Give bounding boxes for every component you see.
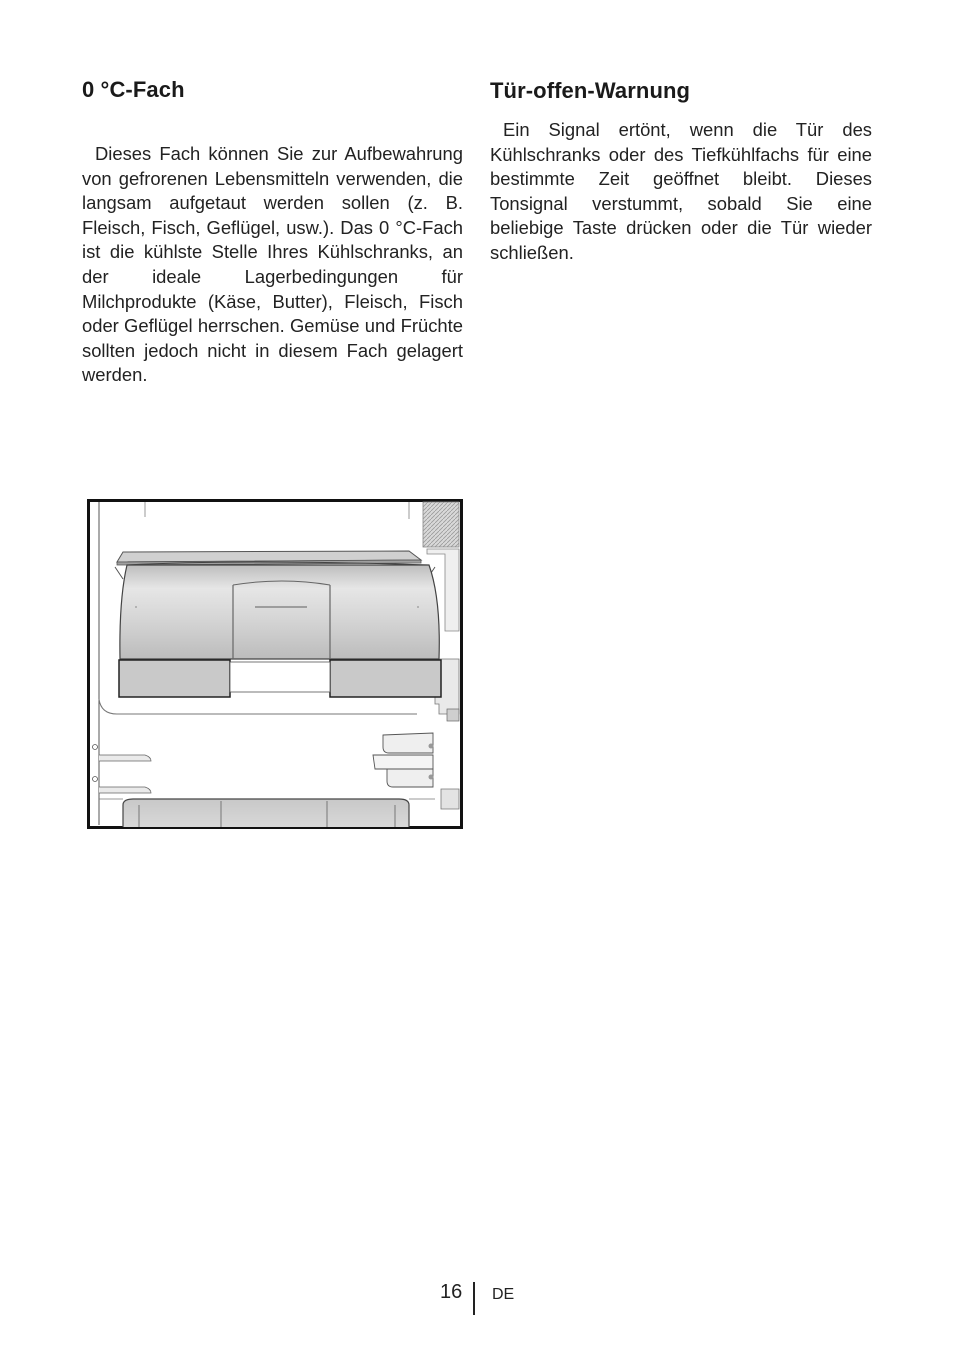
language-code: DE <box>492 1286 515 1303</box>
zero-degree-compartment-text: Dieses Fach können Sie zur Aufbewahrung von gefrorenen Lebensmitteln verwenden, die langsam aufgetaut werden sollen (z. B. Fleisch, Fisch, Geflügel, usw.). Das 0 °C-Fach ist die kühlste Stelle Ihres Kühlschranks, an der ideale Lagerbedingungen für Milchprodukte (Käse, Butter), Fleisch, Fisch oder Geflügel herrschen. Gemüse und Früchte sollten jedoch nicht in diesem Fach gelagert werden. <box>82 143 463 386</box>
page-number: 16 <box>440 1281 463 1303</box>
zero-degree-compartment-heading: 0 °C-Fach <box>82 77 185 102</box>
door-open-warning-heading: Tür-offen-Warnung <box>490 78 691 103</box>
door-open-warning-text: Ein Signal ertönt, wenn die Tür des Kühlschranks oder des Tiefkühlfachs für eine bestimmte Zeit geöffnet bleibt. Dieses Tonsignal verstummt, sobald Sie eine beliebige Taste drücken oder die Tür wieder schließen. <box>490 119 872 263</box>
zero-degree-compartment-illustration <box>87 499 463 829</box>
footer-divider <box>473 1282 475 1315</box>
